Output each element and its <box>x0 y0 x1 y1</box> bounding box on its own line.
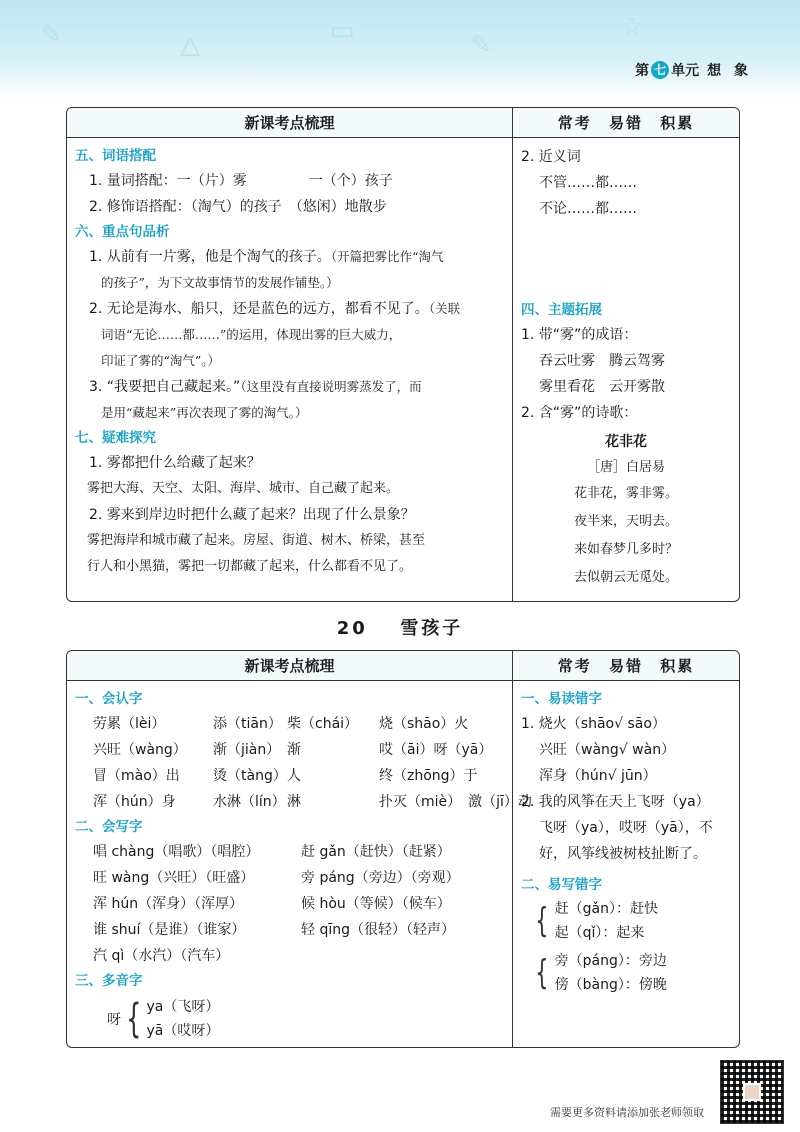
section-title: 七、疑难探究 <box>75 430 156 446</box>
header-band <box>0 0 800 100</box>
list-item: 1. 从前有一片雾，他是个淘气的孩子。（开篇把雾比作“淘气 <box>89 249 444 265</box>
word-cell: 旁 páng（旁边）（旁观） <box>301 870 460 886</box>
word-cell: 兴旺（wàng） <box>93 742 187 758</box>
poem-line: 花非花，雾非雾。 <box>573 486 678 501</box>
section-title: 二、会写字 <box>75 819 143 835</box>
panel-header-right: 常考 易错 积累 <box>513 108 739 137</box>
list-item: 2. 无论是海水、船只，还是蓝色的远方，都看不见了。（关联 <box>89 301 461 317</box>
brace-icon: { <box>535 953 549 993</box>
panel-header-left: 新课考点梳理 <box>67 651 513 680</box>
lesson-title <box>0 614 800 640</box>
triangle-ruler-doodle-icon: △ <box>180 30 200 60</box>
list-item: 3. “我要把自己藏起来。”（这里没有直接说明雾蒸发了，而 <box>89 379 422 395</box>
pencil-doodle-icon: ✎ <box>40 20 62 50</box>
unit-title: 想 象 <box>707 63 752 79</box>
confusable-item: 旁（páng）：旁边 <box>554 953 667 969</box>
confusable-item: 赶（gǎn）：赶快 <box>554 901 658 917</box>
idiom-row: 雾里看花 云开雾散 <box>539 379 665 395</box>
confusable-group <box>531 949 731 997</box>
panel-header-right: 常考 易错 积累 <box>513 651 739 680</box>
qr-code[interactable] <box>720 1060 784 1124</box>
lesson-name: 雪孩子 <box>400 618 464 639</box>
avatar <box>743 1083 761 1101</box>
synonym: 不论……都…… <box>539 201 637 217</box>
section-title: 三、多音字 <box>75 973 143 989</box>
list-item-note: 印证了雾的“淘气”。） <box>101 353 221 368</box>
word-cell: 人 <box>287 768 301 784</box>
word-cell: 赶 gǎn（赶快）（赶紧） <box>301 844 451 860</box>
poem-author: ［唐］白居易 <box>586 460 665 475</box>
lesson-number: 20 <box>336 618 368 639</box>
question: 1. 雾都把什么给藏了起来？ <box>89 455 261 471</box>
book-doodle-icon: ▭ <box>330 16 355 46</box>
word-cell: 终（zhōng）于 <box>379 768 478 784</box>
poem-line: 来如春梦几多时？ <box>573 542 678 557</box>
word-cell: 添（tiān） <box>213 716 282 732</box>
word-cell: 冒（mào）出 <box>93 768 180 784</box>
polyphone-reading: yā（哎呀） <box>146 1023 220 1039</box>
list-item: 2. 近义词 <box>521 149 581 165</box>
brace-icon: { <box>126 996 142 1042</box>
write-words-grid <box>75 839 504 969</box>
list-item: 2. 我的风筝在天上飞呀（ya） <box>521 794 710 810</box>
list-item-note: 是用“藏起来”再次表现了雾的淘气。） <box>101 405 308 420</box>
word-cell: 候 hòu（等候）（候车） <box>301 896 451 912</box>
confusable-item: 起（qǐ）：起来 <box>554 925 645 941</box>
answer: 行人和小黑猫，雾把一切都藏了起来，什么都看不见了。 <box>87 559 413 574</box>
recognize-words-grid <box>75 711 532 815</box>
word-cell: 哎（āi）呀（yā） <box>379 742 493 758</box>
confusable-group <box>531 897 731 945</box>
panel-right-column <box>513 681 739 1047</box>
word-cell: 浑（hún）身 <box>93 794 176 810</box>
polyphone-group <box>75 995 504 1043</box>
list-item: 2. 修饰语搭配：（淘气）的孩子 （悠闲）地散步 <box>89 199 387 215</box>
panel-right-column <box>513 138 739 601</box>
word-cell: 汽 qì（水汽）（汽车） <box>93 948 230 964</box>
list-item: 兴旺（wàng√ wàn） <box>539 742 676 758</box>
list-item: 浑身（hún√ jūn） <box>539 768 657 784</box>
panel-left-column <box>67 138 513 601</box>
poem-line: 夜半来，天明去。 <box>573 514 678 529</box>
word-cell: 烧（shāo）火 <box>379 716 469 732</box>
confusable-item: 傍（bàng）：傍晚 <box>554 977 667 993</box>
unit-number-badge: 七 <box>651 61 669 79</box>
word-cell: 旺 wàng（兴旺）（旺盛） <box>93 870 255 886</box>
section-title: 二、易写错字 <box>521 877 602 893</box>
poem-line: 去似朝云无觅处。 <box>573 570 678 585</box>
list-item: 飞呀（ya），哎呀（yā），不 <box>539 820 713 836</box>
word-cell: 烫（tàng） <box>213 768 287 784</box>
polyphone-char: 呀 <box>107 1012 121 1028</box>
word-cell: 劳累（lèi） <box>93 716 166 732</box>
footer-note: 需要更多资料请添加张老师领取 <box>550 1106 704 1119</box>
answer: 雾把大海、天空、太阳、海岸、城市、自己藏了起来。 <box>87 481 400 496</box>
word-cell: 谁 shuí（是谁）（谁家） <box>93 922 246 938</box>
pencil-doodle-icon: ✎ <box>470 30 492 60</box>
unit-suffix: 单元 <box>671 63 700 79</box>
star-doodle-icon: ☆ <box>620 12 644 42</box>
list-item: 1. 烧火（shāo√ sāo） <box>521 716 666 732</box>
word-cell: 柴（chái） <box>287 716 359 732</box>
synonym: 不管……都…… <box>539 175 637 191</box>
list-item: 1. 量词搭配：一（片）雾 一（个）孩子 <box>89 173 393 189</box>
word-cell: 淋 <box>287 794 301 810</box>
section-title: 六、重点句品析 <box>75 224 170 240</box>
panel-header-left: 新课考点梳理 <box>67 108 513 137</box>
word-cell: 渐（jiàn） <box>213 742 281 758</box>
word-cell <box>301 943 501 969</box>
review-panel-lesson-19 <box>66 107 740 602</box>
list-item: 好，风筝线被树枝扯断了。 <box>539 846 707 862</box>
word-cell: 轻 qīng（很轻）（轻声） <box>301 922 455 938</box>
word-cell: 唱 chàng（唱歌）（唱腔） <box>93 844 260 860</box>
section-title: 五、词语搭配 <box>75 148 156 164</box>
answer: 雾把海岸和城市藏了起来。房屋、街道、树木、桥梁，甚至 <box>87 533 426 548</box>
word-cell: 水淋（lín） <box>213 794 286 810</box>
polyphone-reading: ya（飞呀） <box>146 999 220 1015</box>
unit-header <box>635 60 752 80</box>
review-panel-lesson-20 <box>66 650 740 1048</box>
list-item: 1. 带“雾”的成语： <box>521 327 638 343</box>
section-title: 四、主题拓展 <box>521 302 602 318</box>
word-cell: 渐 <box>287 742 301 758</box>
list-item: 2. 含“雾”的诗歌： <box>521 405 638 421</box>
word-cell: 浑 hún（浑身）（浑厚） <box>93 896 244 912</box>
word-cell: 扑灭（miè） 激（jī）动 <box>379 794 532 810</box>
poem-title: 花非花 <box>605 434 647 450</box>
brace-icon: { <box>535 901 549 941</box>
list-item-note: 的孩子”，为下文故事情节的发展作铺垫。） <box>101 275 339 290</box>
unit-prefix: 第 <box>635 63 650 79</box>
panel-left-column <box>67 681 532 1047</box>
section-title: 一、会认字 <box>75 691 143 707</box>
question: 2. 雾来到岸边时把什么藏了起来？出现了什么景象？ <box>89 507 415 523</box>
list-item-note: 词语“无论……都……”的运用，体现出雾的巨大威力， <box>101 327 402 342</box>
section-title: 一、易读错字 <box>521 691 602 707</box>
idiom-row: 吞云吐雾 腾云驾雾 <box>539 353 665 369</box>
